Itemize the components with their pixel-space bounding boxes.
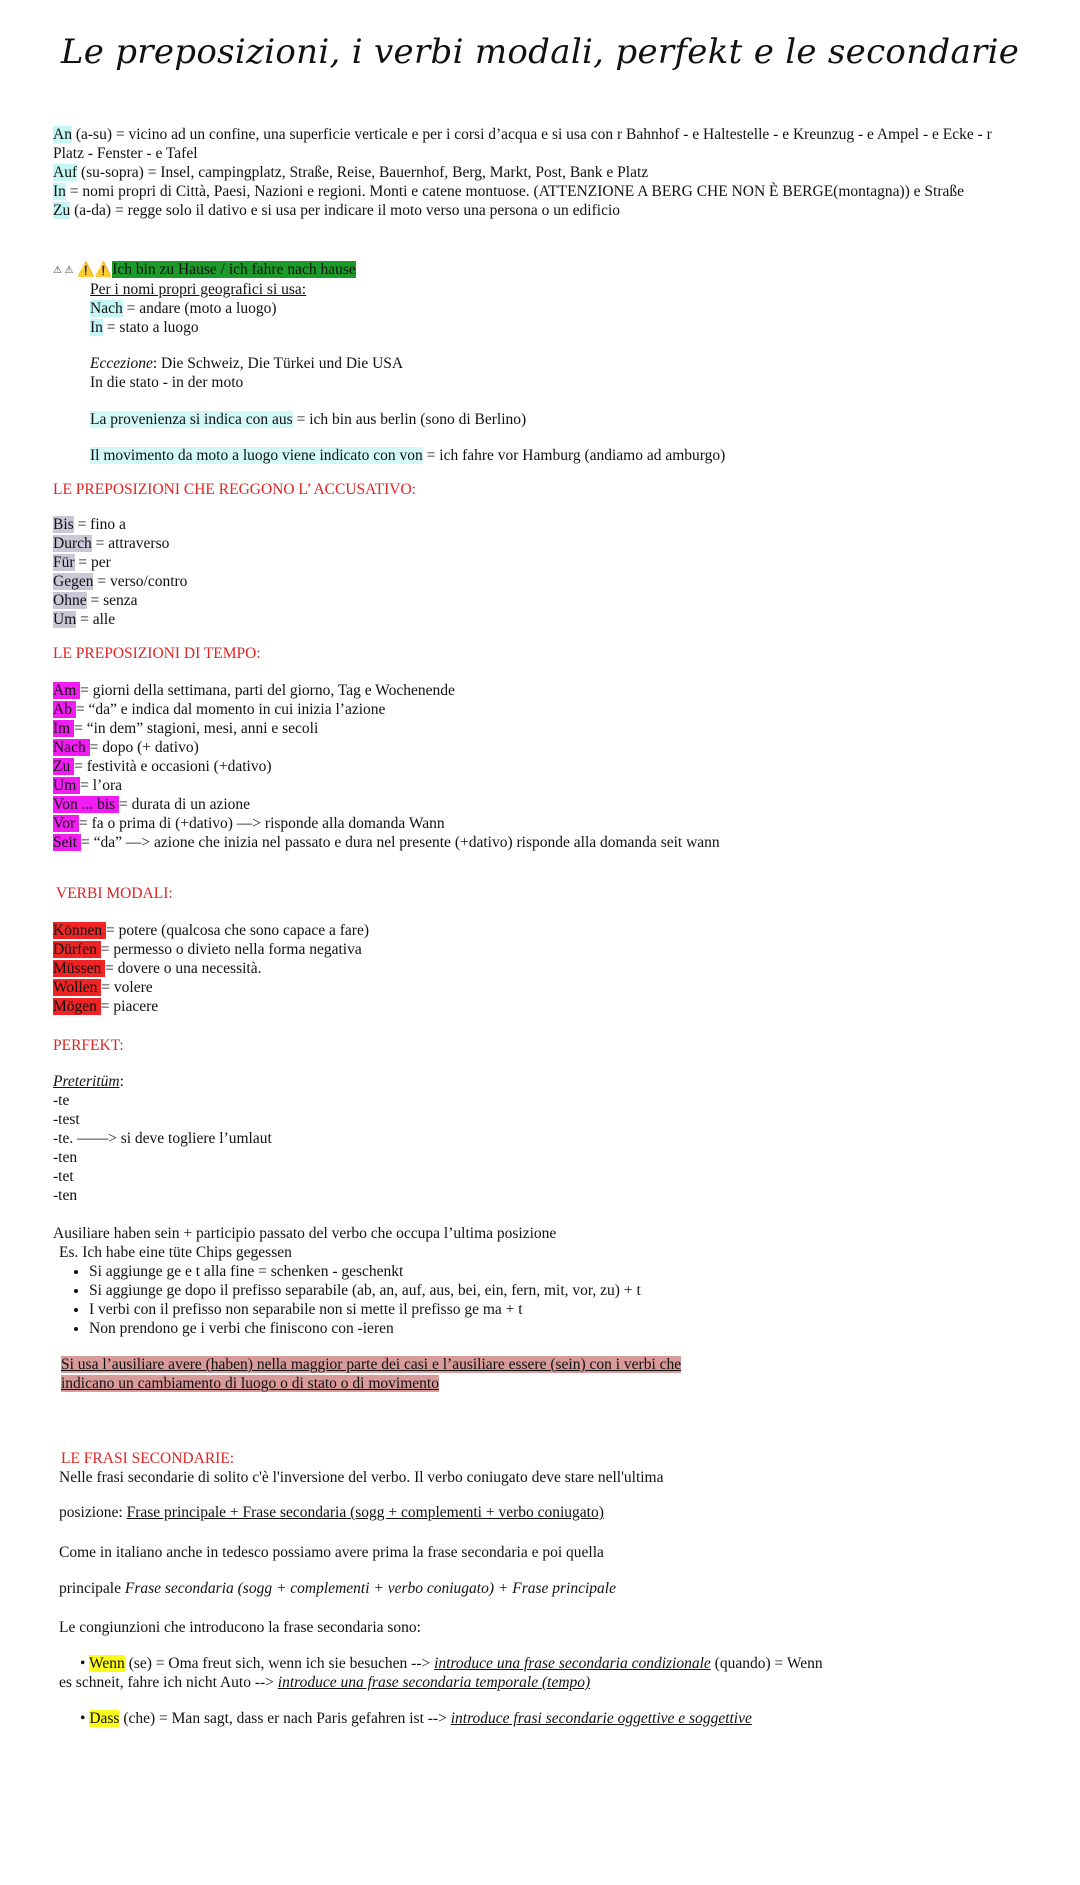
warning-icon: ⚠ ⚠ [53,264,74,276]
definition: = andare (moto a luogo) [122,300,277,317]
tempo-heading: LE PREPOSIZIONI DI TEMPO: [53,645,261,662]
ending-item: -test [53,1111,80,1128]
perfekt-heading: PERFEKT: [53,1037,124,1054]
page-title: Le preposizioni, i verbi modali, perfekt e le secondarie [60,32,1020,72]
list-item [53,833,1013,852]
term: Ohne [53,592,87,609]
definition: (su-sopra) = Insel, campingplatz, Straße, Reise, Bauernhof, Berg, Markt, Post, Bank e Platz [77,164,649,181]
term: Gegen [53,573,94,590]
provenienza-line [53,410,1050,429]
definition: = nomi propri di Città, Paesi, Nazioni e regioni. Monti e catene montuose. (ATTENZIONE A BERG CHE NON È BERGE(montagna)) e Straße [65,183,965,200]
warning-highlight: Ich bin zu Hause / ich fahre nach hause [112,261,356,278]
list-item [53,534,1013,553]
definition: = durata di un azione [119,796,251,813]
list-item [53,610,1013,629]
p4-formula: Frase secondaria (sogg + complementi + verbo coniugato) + Frase principale [124,1580,616,1597]
definition: = potere (qualcosa che sono capace a fare) [105,922,369,939]
perfekt-note [61,1355,1021,1393]
definition: = attraverso [91,535,170,552]
definition: = per [74,554,111,571]
list-item: • Non prendono ge i verbi che finiscono con -ieren [89,1319,1013,1338]
list-item: • Si aggiunge ge e t alla fine = schenken - geschenkt [89,1262,1013,1281]
wenn-text: (se) = Oma freut sich, wenn ich sie besuchen --> [124,1655,435,1672]
definition: = permesso o divieto nella forma negativa [100,941,362,958]
definition: = fino a [73,516,126,533]
list-item [53,795,1013,814]
geo-intro: Per i nomi propri geografici si usa: [90,281,307,298]
term: Um [53,777,81,794]
list-item [53,814,1013,833]
wenn-link2: introduce una frase secondaria temporale (tempo) [277,1674,591,1691]
term: Müssen [53,960,106,977]
warning-icon: ⚠️⚠️ [77,263,113,278]
preteritum-label-line [53,1072,1013,1091]
definition: = dopo (+ dativo) [89,739,199,756]
dativo-prepositions [53,125,1013,220]
term: Nach [53,739,90,756]
definition: = verso/contro [93,573,188,590]
definition: = volere [101,979,153,996]
term-in: In [90,319,103,336]
definition: (a-da) = regge solo il dativo e si usa per indicare il moto verso una persona o un edificio [70,202,620,219]
ending-item: -te. ——> si deve togliere l’umlaut [53,1130,272,1147]
accusativo-heading: LE PREPOSIZIONI CHE REGGONO L’ ACCUSATIVO: [53,481,416,498]
term-auf: Auf [53,164,78,181]
list-item [53,959,1013,978]
secondarie-heading: LE FRASI SECONDARIE: [61,1450,235,1467]
definition: (a-su) = vicino ad un confine, una superficie verticale e per i corsi d’acqua e si usa con r Bahnhof - e Haltestelle - e Kreunzug - e Ampel - e Ecke - r Platz - Fenster - e Tafel [53,126,992,162]
p4-label: principale [59,1580,125,1597]
eccezione-line [90,354,1050,373]
modali-list [53,921,1013,1016]
ending-item: -ten [53,1149,78,1166]
movimento-line [53,446,1050,465]
movimento-highlight: Il movimento da moto a luogo viene indicato con von [90,447,423,464]
list-item [53,553,1013,572]
term: Von ... bis [53,796,120,813]
ausiliare-text: Ausiliare haben sein + participio passato del verbo che occupa l’ultima posizione [53,1225,557,1242]
definition: = “da” —> azione che inizia nel passato e dura nel presente (+dativo) risponde alla domanda seit wann [81,834,720,851]
list-item [53,921,1013,940]
note-line [61,1355,1021,1374]
term: Am [53,682,81,699]
preteritum-section [53,1072,1013,1205]
wenn-text2: (quando) = Wenn [710,1655,823,1672]
colon: : [119,1073,124,1090]
term-dass: Dass [89,1710,120,1727]
term: Für [53,554,75,571]
list-item [53,681,1013,700]
list-item [53,978,1013,997]
secondarie-p2 [59,1503,1019,1522]
secondarie-p5: Le congiunzioni che introducono la frase secondaria sono: [59,1619,421,1636]
term: Durch [53,535,92,552]
list-item [53,201,1013,220]
list-item [53,997,1013,1016]
p2-formula: Frase principale + Frase secondaria (sogg + complementi + verbo coniugato) [126,1504,604,1521]
wenn-line1: • Wenn (se) = Oma freut sich, wenn ich sie besuchen --> introduce una frase secondaria condizionale (quando) = Wenn [80,1655,823,1672]
provenienza-text: = ich bin aus berlin (sono di Berlino) [292,411,527,428]
definition: = fa o prima di (+dativo) —> risponde alla domanda Wann [78,815,445,832]
ending-item: -te [53,1092,70,1109]
term-nach: Nach [90,300,123,317]
ausiliare-section [53,1224,1013,1338]
ending-item: -tet [53,1168,74,1185]
list-item [53,572,1013,591]
list-item [90,299,1050,318]
list-item [53,757,1013,776]
dass-item [59,1709,1019,1728]
note-line1: Si usa l’ausiliare avere (haben) nella maggior parte dei casi e l’ausiliare essere (sein) con i verbi che [61,1356,682,1373]
wenn-item [59,1654,1019,1692]
movimento-text: = ich fahre vor Hamburg (andiamo ad amburgo) [422,447,726,464]
accusativo-list [53,515,1013,629]
eccezione-section [53,354,1050,392]
term: Im [53,720,75,737]
list-item: • Si aggiunge ge dopo il prefisso separabile (ab, an, auf, aus, bei, ein, fern, mit, vor, zu) + t [89,1281,1013,1300]
definition: = piacere [100,998,159,1015]
p2-label: posizione: [59,1504,127,1521]
definition: = dovere o una necessità. [105,960,262,977]
tempo-list [53,681,1013,852]
term: Dürfen [53,941,101,958]
term-wenn: Wenn [89,1655,125,1672]
definition: = giorni della settimana, parti del giorno, Tag e Wochenende [80,682,455,699]
list-item: • I verbi con il prefisso non separabile non si mette il prefisso ge ma + t [89,1300,1013,1319]
term-in: In [53,183,66,200]
list-item [53,700,1013,719]
eccezione-line2: In die stato - in der moto [90,374,244,391]
definition: = festività e occasioni (+dativo) [74,758,272,775]
perfekt-rules [53,1262,1013,1338]
term: Um [53,611,77,628]
definition: = stato a luogo [102,319,199,336]
dass-line: • Dass (che) = Man sagt, dass er nach Paris gefahren ist --> introduce frasi secondarie oggettive e soggettive [80,1710,752,1727]
list-item [53,125,1013,163]
preteritum-label: Preteritüm [53,1073,120,1090]
esempio-text: Es. Ich habe eine tüte Chips gegessen [59,1244,292,1261]
term: Mögen [53,998,101,1015]
list-item [90,318,1050,337]
list-item [53,182,1013,201]
wenn-line2-text: es schneit, fahre ich nicht Auto --> [59,1674,278,1691]
provenienza-highlight: La provenienza si indica con aus [90,411,293,428]
eccezione-text: : Die Schweiz, Die Türkei und Die USA [152,355,404,372]
term-zu: Zu [53,202,71,219]
definition: = alle [76,611,116,628]
secondarie-p4 [59,1579,1019,1598]
term-an: An [53,126,72,143]
eccezione-label: Eccezione [90,355,153,372]
term: Ab [53,701,76,718]
secondarie-p3: Come in italiano anche in tedesco possiamo avere prima la frase secondaria e poi quella [59,1544,604,1561]
geo-section [53,280,1050,337]
term: Zu [53,758,75,775]
modali-heading: VERBI MODALI: [56,885,173,902]
ending-item: -ten [53,1187,78,1204]
term: Vor [53,815,79,832]
term: Seit [53,834,81,851]
list-item [53,591,1013,610]
list-item [53,776,1013,795]
list-item [53,940,1013,959]
note-line2: indicano un cambiamento di luogo o di stato o di movimento [61,1375,439,1392]
list-item [53,738,1013,757]
definition: = l’ora [80,777,123,794]
dass-link: introduce frasi secondarie oggettive e soggettive [450,1710,752,1727]
definition: = “in dem” stagioni, mesi, anni e secoli [74,720,319,737]
list-item [53,515,1013,534]
definition: = “da” e indica dal momento in cui inizia l’azione [75,701,386,718]
term: Bis [53,516,74,533]
note-line [61,1374,1021,1393]
wenn-link1: introduce una frase secondaria condizionale [434,1655,711,1672]
term: Wollen [53,979,102,996]
term: Können [53,922,106,939]
list-item [53,719,1013,738]
dass-text: (che) = Man sagt, dass er nach Paris gefahren ist --> [119,1710,451,1727]
list-item [53,163,1013,182]
wenn-line2 [59,1673,1019,1692]
secondarie-p1: Nelle frasi secondarie di solito c'è l'inversione del verbo. Il verbo coniugato deve stare nell'ultima [59,1469,664,1486]
definition: = senza [86,592,138,609]
warning-line [53,260,1013,280]
